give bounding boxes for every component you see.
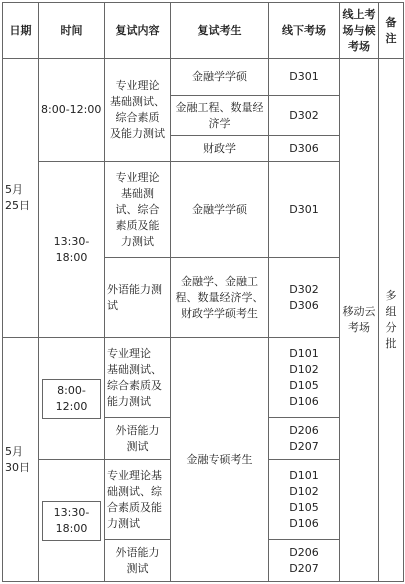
offline-room-cell bbox=[269, 338, 340, 418]
offline-room-cell bbox=[269, 540, 340, 582]
header-time: 时间 bbox=[39, 3, 105, 59]
candidates-cell: 财政学 bbox=[171, 136, 269, 162]
room-label: D206 bbox=[289, 545, 319, 559]
offline-room-cell bbox=[269, 418, 340, 460]
room-label: D106 bbox=[289, 516, 319, 530]
day1-s2-content-lang: 外语能力测试 bbox=[105, 258, 171, 338]
header-content: 复试内容 bbox=[105, 3, 171, 59]
day2-s1-time bbox=[39, 338, 105, 460]
candidates-cell: 金融学、金融工程、数量经济学、财政学学硕考生 bbox=[171, 258, 269, 338]
room-label: D106 bbox=[289, 394, 319, 408]
day2-s2-content: 专业理论基 础测试、综 合素质及能 力测试 bbox=[105, 460, 171, 540]
offline-room-cell: D302 bbox=[269, 96, 340, 136]
day1-s1-content: 专业理论 基础测试、 综合素质 及能力测试 bbox=[105, 59, 171, 162]
room-label: D302 bbox=[289, 282, 319, 296]
day1-s2-content: 专业理论 基础测 试、综合 素质及能 力测试 bbox=[105, 162, 171, 258]
room-label: D102 bbox=[289, 362, 319, 376]
online-room-cell: 移动云考场 bbox=[340, 59, 379, 582]
table-row bbox=[3, 59, 404, 96]
header-remark: 备注 bbox=[379, 3, 404, 59]
room-label: D105 bbox=[289, 500, 319, 514]
offline-room-cell bbox=[269, 460, 340, 540]
room-label: D101 bbox=[289, 468, 319, 482]
room-label: D105 bbox=[289, 378, 319, 392]
candidates-cell: 金融工程、数量经济学 bbox=[171, 96, 269, 136]
day2-s2-time-box: 13:30-18:00 bbox=[42, 501, 101, 541]
day2-s2-content-lang: 外语能力 测试 bbox=[105, 540, 171, 582]
day2-s1-content-lang: 外语能力 测试 bbox=[105, 418, 171, 460]
offline-room-cell: D301 bbox=[269, 59, 340, 96]
offline-room-cell: D306 bbox=[269, 136, 340, 162]
day2-date: 5月30日 bbox=[3, 338, 39, 582]
day2-s1-content: 专业理论 基础测试、 综合素质及 能力测试 bbox=[105, 338, 171, 418]
candidates-cell: 金融学学硕 bbox=[171, 59, 269, 96]
header-row bbox=[3, 3, 404, 59]
header-date: 日期 bbox=[3, 3, 39, 59]
day1-s2-time: 13:30-18:00 bbox=[39, 162, 105, 338]
room-label: D207 bbox=[289, 561, 319, 575]
day2-s1-time-box: 8:00-12:00 bbox=[42, 379, 101, 419]
offline-room-cell bbox=[269, 258, 340, 338]
room-label: D101 bbox=[289, 346, 319, 360]
day1-date: 5月25日 bbox=[3, 59, 39, 338]
header-online-room: 线上考场与候考场 bbox=[340, 3, 379, 59]
day1-s1-time: 8:00-12:00 bbox=[39, 59, 105, 162]
day2-s2-time bbox=[39, 460, 105, 582]
room-label: D306 bbox=[289, 298, 319, 312]
remark-cell: 多组分批 bbox=[379, 59, 404, 582]
room-label: D207 bbox=[289, 439, 319, 453]
day2-candidates: 金融专硕考生 bbox=[171, 338, 269, 582]
header-candidates: 复试考生 bbox=[171, 3, 269, 59]
room-label: D206 bbox=[289, 423, 319, 437]
room-label: D102 bbox=[289, 484, 319, 498]
retest-schedule-table bbox=[2, 2, 404, 582]
candidates-cell: 金融学学硕 bbox=[171, 162, 269, 258]
header-offline-room: 线下考场 bbox=[269, 3, 340, 59]
offline-room-cell: D301 bbox=[269, 162, 340, 258]
